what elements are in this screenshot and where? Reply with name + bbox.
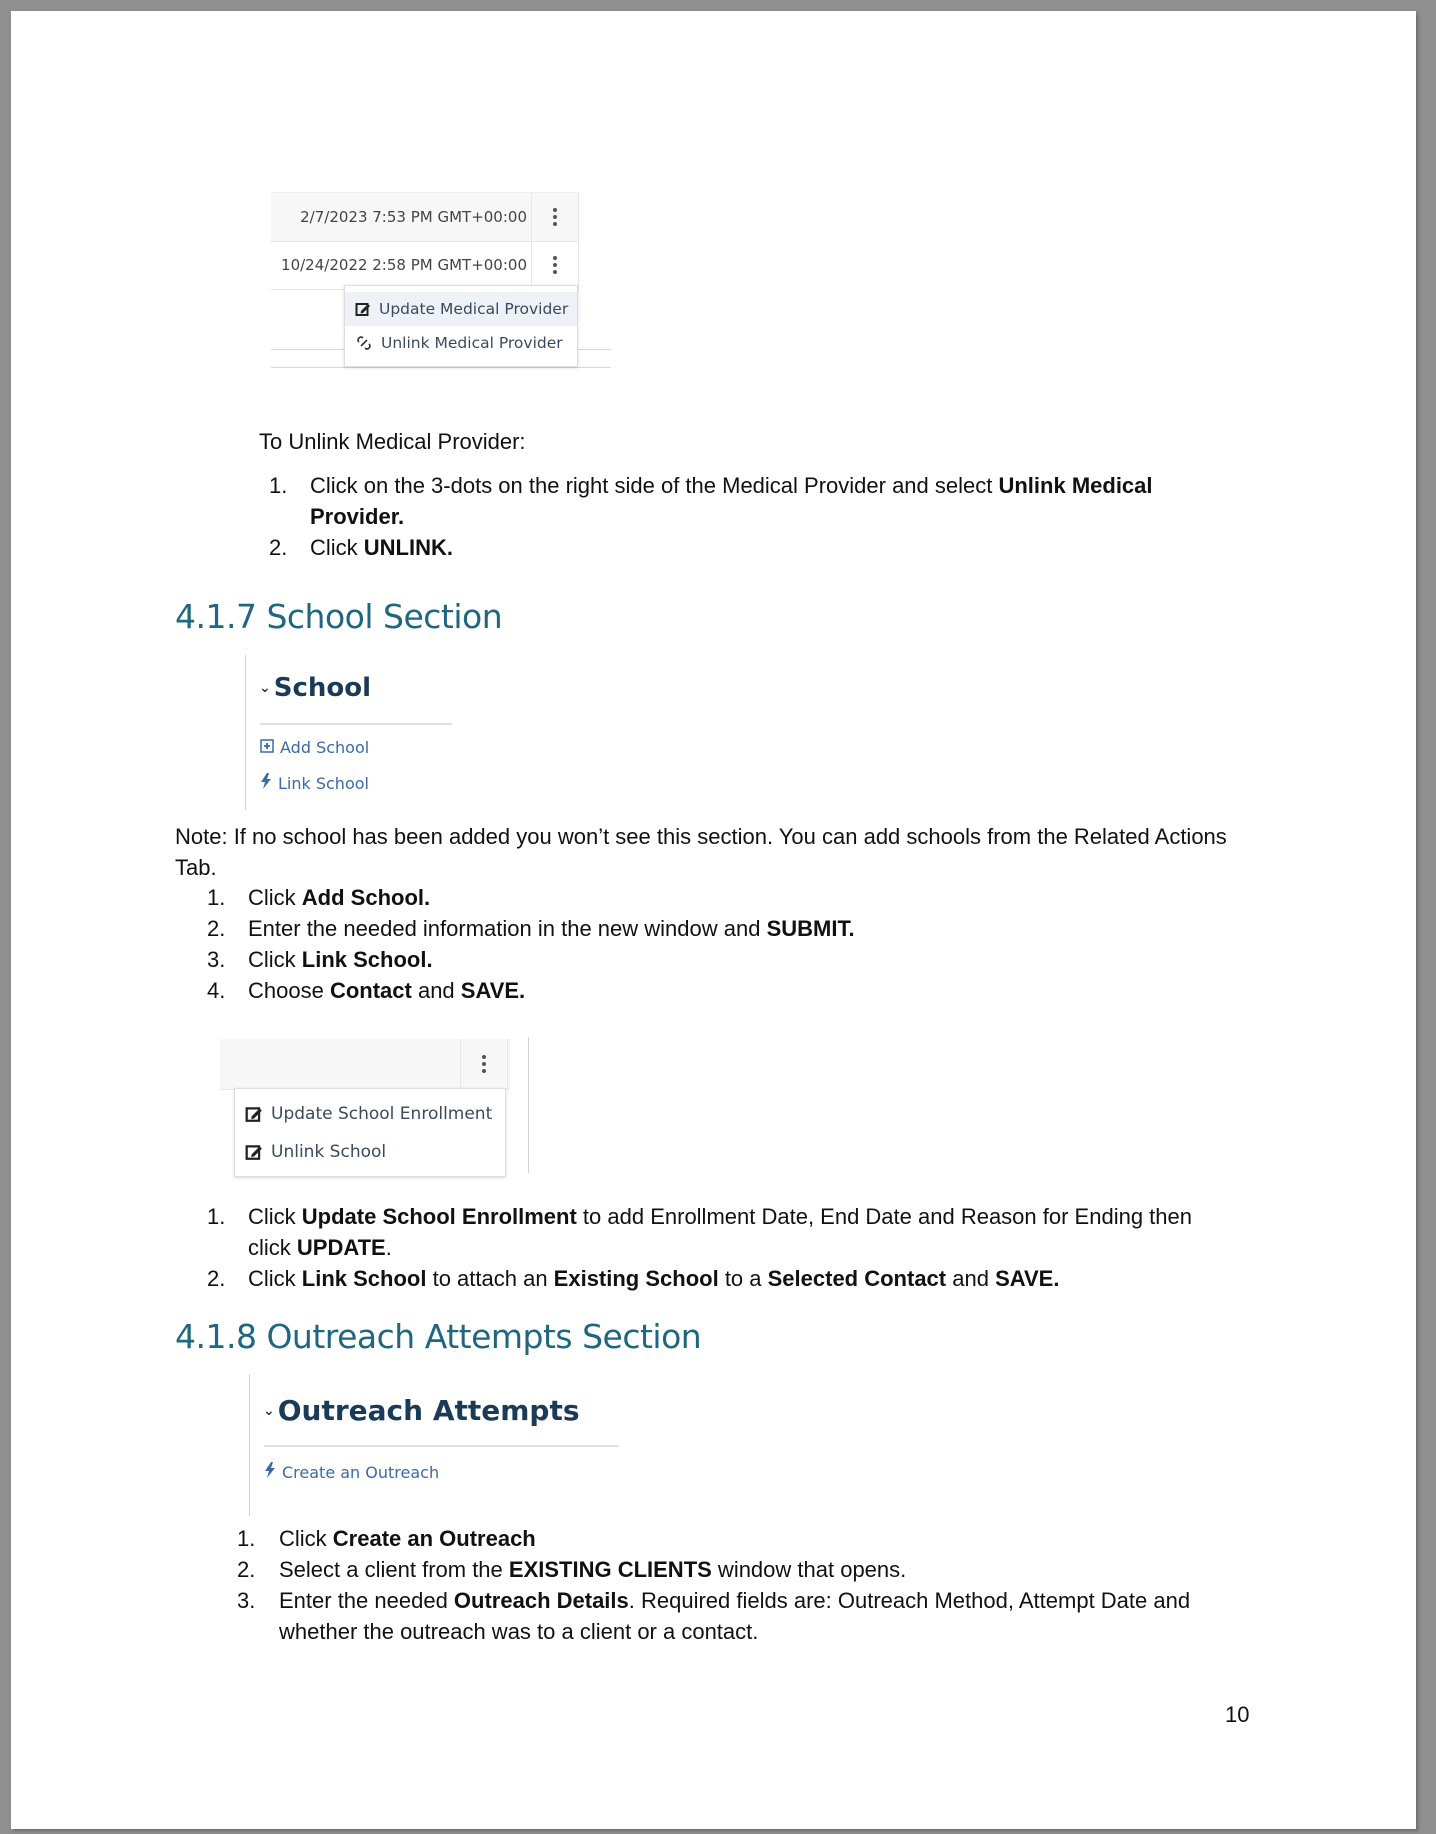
bold-term: Selected Contact — [767, 1266, 947, 1291]
list-number: 3. — [237, 1588, 256, 1613]
step-text: Click Link School to attach an Existing School to a Selected Contact and SAVE. — [248, 1266, 1060, 1291]
menu-item-label: Unlink Medical Provider — [381, 334, 563, 352]
link-school-link[interactable] — [260, 773, 369, 793]
row-date: 10/24/2022 2:58 PM GMT+00:00 — [281, 256, 527, 274]
step-text: Click UNLINK. — [310, 535, 453, 560]
bolt-icon — [260, 773, 272, 793]
step-text: Click on the 3-dots on the right side of the Medical Provider and select Unlink Medical Provider. — [310, 473, 1153, 529]
list-item — [237, 1585, 1247, 1647]
create-outreach-link[interactable] — [264, 1462, 439, 1482]
bold-term: Add School. — [301, 885, 431, 910]
step-text: Enter the needed information in the new window and SUBMIT. — [248, 916, 855, 941]
list-item — [207, 944, 1227, 975]
chevron-down-icon: ⌄ — [263, 1402, 275, 1419]
list-item — [207, 975, 1227, 1006]
widget-title-text: School — [273, 673, 372, 703]
menu-item-label: Unlink School — [271, 1142, 387, 1162]
school-menu-steps — [207, 1201, 1237, 1294]
context-menu — [234, 1088, 506, 1177]
menu-item-label: Update Medical Provider — [379, 300, 569, 318]
bold-term: SUBMIT. — [766, 916, 855, 941]
list-number: 3. — [207, 947, 226, 972]
kebab-menu-icon[interactable] — [460, 1039, 508, 1089]
list-item — [207, 1263, 1237, 1294]
step-text: Enter the needed Outreach Details. Required fields are: Outreach Method, Attempt Date and whether the outreach was to a client or a contact. — [279, 1588, 1191, 1644]
list-item — [237, 1523, 1247, 1554]
kebab-menu-icon[interactable] — [531, 241, 579, 289]
step-text: Click Create an Outreach — [279, 1526, 536, 1551]
list-number: 1. — [237, 1526, 256, 1551]
list-number: 1. — [269, 473, 288, 498]
bold-term: Link School. — [301, 947, 433, 972]
table-row — [271, 192, 579, 242]
bold-term: Update School Enrollment — [301, 1204, 577, 1229]
list-number: 2. — [207, 916, 226, 941]
bold-term: Create an Outreach — [332, 1526, 536, 1551]
list-item — [207, 1201, 1237, 1263]
outreach-widget-title[interactable] — [263, 1394, 580, 1427]
step-text: Select a client from the EXISTING CLIENTS window that opens. — [279, 1557, 907, 1582]
school-widget-screenshot — [245, 655, 465, 815]
widget-title-text: Outreach Attempts — [277, 1394, 580, 1427]
list-number: 2. — [237, 1557, 256, 1582]
section-heading-outreach: 4.1.8 Outreach Attempts Section — [175, 1317, 702, 1356]
list-number: 4. — [207, 978, 226, 1003]
row-date: 2/7/2023 7:53 PM GMT+00:00 — [300, 208, 527, 226]
bold-term: Contact — [329, 978, 412, 1003]
link-label: Create an Outreach — [282, 1462, 440, 1482]
list-number: 1. — [207, 1204, 226, 1229]
school-steps — [207, 882, 1227, 1006]
table-row — [271, 241, 579, 290]
divider — [249, 1374, 250, 1516]
school-widget-title[interactable] — [259, 673, 371, 703]
plus-square-icon — [260, 738, 274, 757]
section-heading-school: 4.1.7 School Section — [175, 597, 503, 636]
bold-term: UNLINK. — [363, 535, 453, 560]
unlink-icon — [355, 334, 373, 352]
document-page — [11, 11, 1416, 1829]
unlink-intro: To Unlink Medical Provider: — [259, 429, 526, 454]
list-item — [207, 882, 1227, 913]
divider — [260, 723, 452, 725]
add-school-link[interactable] — [260, 738, 369, 757]
step-text: Click Update School Enrollment to add Enrollment Date, End Date and Reason for Ending then click UPDATE. — [248, 1204, 1192, 1260]
kebab-menu-icon[interactable] — [531, 193, 579, 241]
step-text: Choose Contact and SAVE. — [248, 978, 526, 1003]
link-label: Link School — [278, 773, 369, 793]
outreach-steps — [237, 1523, 1247, 1647]
bold-term: Existing School — [553, 1266, 719, 1291]
divider — [264, 1445, 619, 1447]
menu-item-update-medical-provider[interactable] — [345, 292, 577, 326]
menu-item-update-school-enrollment[interactable] — [235, 1095, 505, 1133]
school-note: Note: If no school has been added you won’t see this section. You can add schools from the Related Actions Tab. — [175, 824, 1227, 880]
list-item — [237, 1554, 1247, 1585]
context-menu — [344, 285, 578, 367]
list-number: 2. — [269, 535, 288, 560]
bolt-icon — [264, 1462, 276, 1482]
school-menu-screenshot — [220, 1027, 532, 1182]
list-number: 1. — [207, 885, 226, 910]
list-item — [269, 470, 1229, 532]
page-number: 10 — [1225, 1702, 1250, 1727]
divider — [245, 655, 246, 810]
edit-icon — [245, 1143, 263, 1161]
chevron-down-icon: ⌄ — [259, 680, 271, 696]
divider — [271, 367, 611, 368]
menu-item-label: Update School Enrollment — [271, 1104, 493, 1124]
outreach-widget-screenshot — [249, 1374, 639, 1519]
divider — [528, 1037, 529, 1173]
step-text: Click Link School. — [248, 947, 433, 972]
bold-term: SAVE. — [460, 978, 526, 1003]
medical-provider-screenshot — [271, 181, 616, 376]
menu-item-unlink-school[interactable] — [235, 1133, 505, 1171]
bold-term: Link School — [301, 1266, 427, 1291]
list-item — [269, 532, 1229, 563]
bold-term: UPDATE — [296, 1235, 386, 1260]
list-item — [207, 913, 1227, 944]
bold-term: Outreach Details — [453, 1588, 629, 1613]
bold-term: SAVE. — [995, 1266, 1060, 1291]
list-number: 2. — [207, 1266, 226, 1291]
bold-term: EXISTING CLIENTS — [508, 1557, 712, 1582]
bold-term: Unlink Medical Provider. — [310, 473, 1153, 529]
edit-icon — [355, 300, 371, 318]
step-text: Click Add School. — [248, 885, 431, 910]
link-label: Add School — [280, 738, 370, 757]
unlink-steps — [269, 470, 1229, 563]
edit-icon — [245, 1105, 263, 1123]
menu-item-unlink-medical-provider[interactable] — [345, 326, 577, 360]
